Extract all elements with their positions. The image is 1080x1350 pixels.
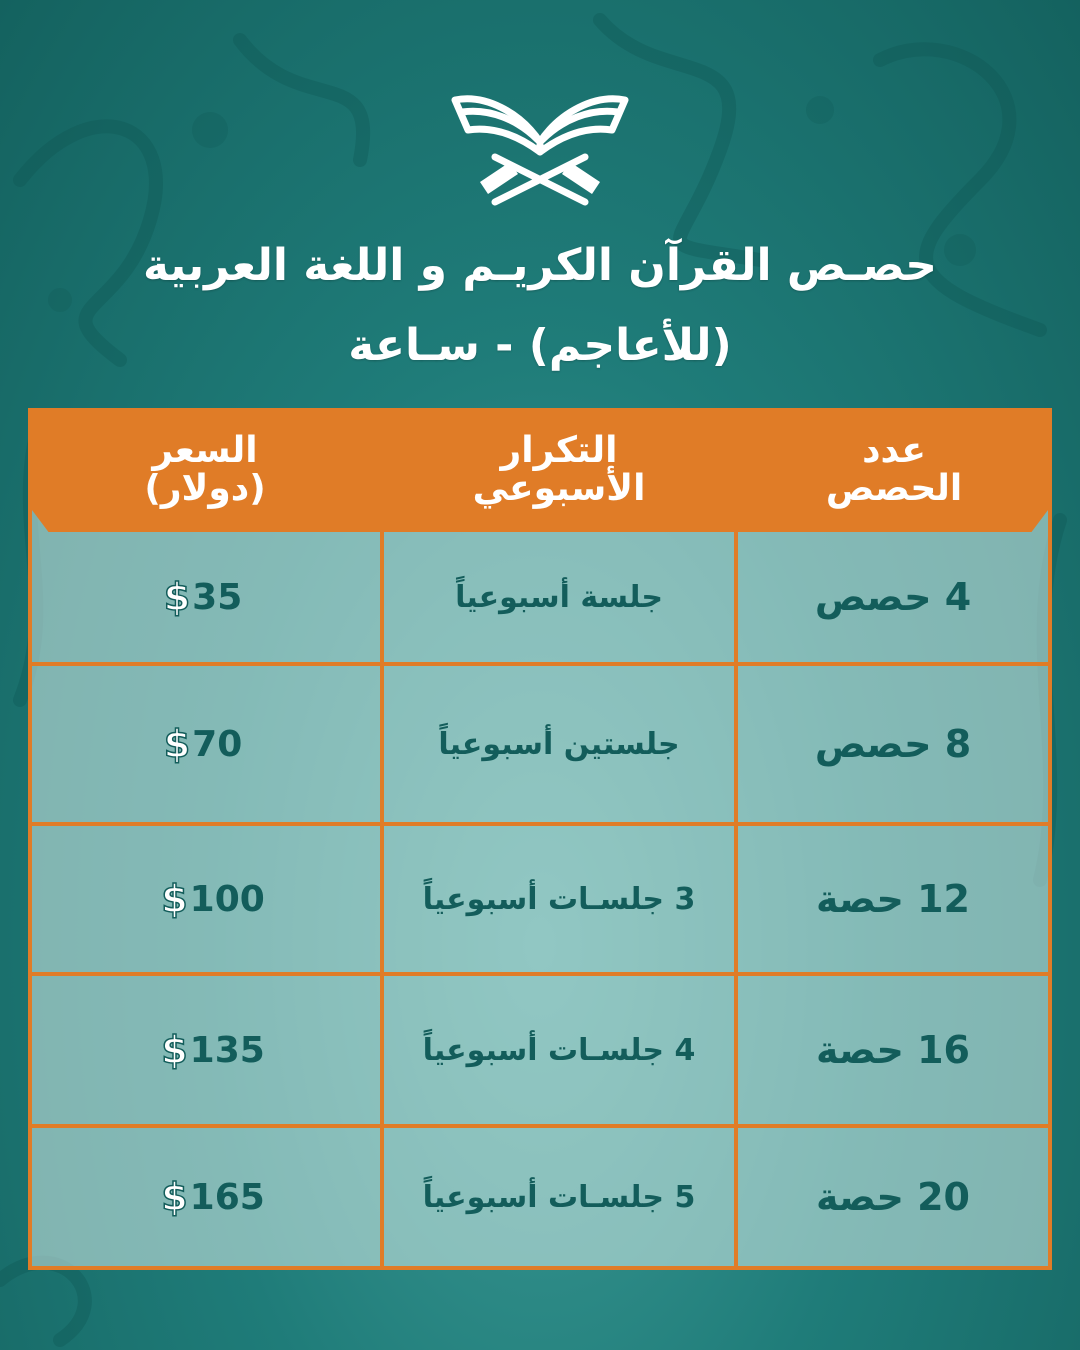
table-row-3-sessions: 12 حصة bbox=[816, 877, 970, 921]
page-title-line2: (للأعاجم) - سـاعة bbox=[348, 320, 732, 371]
dollar-sign: $ bbox=[163, 722, 191, 766]
table-border-right bbox=[1048, 408, 1052, 1270]
dollar-sign: $ bbox=[161, 877, 188, 921]
header-frequency: التكرار الأسبوعي bbox=[472, 430, 646, 509]
table-row-3-frequency: 3 جلسـات أسبوعياً bbox=[422, 881, 696, 917]
header-price: السعر (دولار) bbox=[144, 430, 266, 509]
dollar-sign: $ bbox=[161, 1175, 188, 1219]
table-row-1-sessions: 4 حصص bbox=[814, 575, 972, 619]
table-border-left bbox=[28, 408, 32, 1270]
table-row-3-price: $ 100 bbox=[161, 877, 265, 921]
table-row-1-price: $ 35 bbox=[163, 575, 243, 619]
header-sessions: عدد الحصص bbox=[825, 430, 963, 509]
dollar-sign: $ bbox=[163, 575, 191, 619]
table-row-5-price: $ 165 bbox=[161, 1175, 265, 1219]
table-row-5-sessions: 20 حصة bbox=[816, 1175, 970, 1219]
table-row-2-sessions: 8 حصص bbox=[814, 722, 972, 766]
table-row-5-frequency: 5 جلسـات أسبوعياً bbox=[422, 1179, 696, 1215]
table-row-4-frequency: 4 جلسـات أسبوعياً bbox=[422, 1032, 696, 1068]
quran-book-on-stand-icon bbox=[440, 82, 640, 212]
table-row-2-price: $ 70 bbox=[163, 722, 243, 766]
page-title-line1: حصـص القرآن الكريـم و اللغة العربية bbox=[142, 240, 938, 291]
table-row-1-frequency: جلسة أسبوعياً bbox=[455, 579, 663, 615]
table-row-4-price: $ 135 bbox=[161, 1028, 265, 1072]
dollar-sign: $ bbox=[161, 1028, 188, 1072]
table-border-bottom bbox=[28, 1266, 1052, 1270]
table-row-2-frequency: جلستين أسبوعياً bbox=[438, 726, 680, 762]
pricing-table bbox=[28, 408, 1052, 1270]
table-row-4-sessions: 16 حصة bbox=[816, 1028, 970, 1072]
